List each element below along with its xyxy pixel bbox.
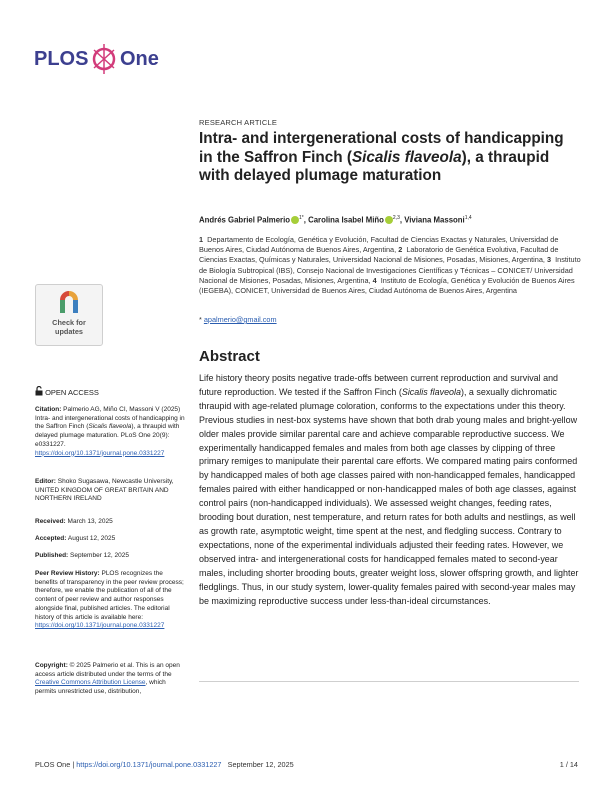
check-updates-line1: Check for (52, 318, 86, 327)
peer-review-label: Peer Review History: (35, 570, 100, 577)
journal-name: One (120, 48, 159, 70)
received (35, 518, 185, 527)
affil-num: 1 (199, 235, 204, 244)
accepted-date: August 12, 2025 (67, 535, 116, 542)
title-part2: ), a thraupid with delayed plumage maturation (199, 148, 550, 184)
copyright (35, 662, 185, 697)
accepted-label: Accepted: (35, 535, 67, 542)
abstract-s2: ), a sexually dichromatic thraupid with age-related plumage coloration, conforms to the expectations under this theory. Previous studies in nest-box systems have shown that both drab young males and bright-yellow older males provide similar parental care and achieve comparable reproductive success. We experimentally handicapped females and males from both age classes by clipping of three primary remiges to manipulate their parental care efforts. We compared mating pairs conformed by handicapped males of both age classes paired with non-handicapped females, handicapped females paired with either handicapped or non-handicapped males of both age classes, against control pairs (non-handicapped individuals). We assessed weight changes, feeding rates, brooding bout duration, nest temperature, and return rates for both adults and nestlings, as well as growth rate, asymptotic weight, time spent at the nest, and fledgling success. Contrary to expectations, none of the experimental individuals adjusted their feeding rates. However, we observed intra- and intergenerational costs for handicapped females mated to second-year males, including shorter brooding bouts, greater weight loss, slower offspring growth, and lighter fledglings. Thus, in our study system, lower-quality females paired with second-year males may be maximizing reproductive success under less-than-ideal circumstances. (199, 386, 579, 606)
page-footer: PLOS One | https://doi.org/10.1371/journal.pone.0331227 September 12, 2025 1 / 14 (35, 760, 578, 769)
affil-num: 2 (398, 245, 403, 255)
citation-doi-link[interactable]: https://doi.org/10.1371/journal.pone.0331227 (35, 449, 165, 457)
abstract-body (199, 372, 579, 608)
email-link[interactable]: apalmerio@gmail.com (203, 315, 277, 324)
affiliations (199, 235, 584, 296)
journal-logo (34, 42, 164, 80)
affil-text: Departamento de Ecología, Genética y Evolución, Facultad de Ciencias Exactas y Naturales, Universidad de Buenos Aires, Ciudad Autónoma de Buenos Aires, Argentina, (199, 235, 559, 255)
footer-date: September 12, 2025 (227, 760, 294, 769)
orcid-icon[interactable] (291, 216, 299, 224)
peer-review (35, 570, 185, 631)
corresponding-email (199, 315, 277, 324)
author-name[interactable]: Carolina Isabel Miño (308, 215, 384, 225)
open-access (35, 386, 99, 397)
copyright-tail: , which permits unrestricted use, distribution, (35, 679, 166, 696)
affil-num: 3 (546, 255, 552, 265)
peer-review-text: PLOS recognizes the benefits of transparency in the peer review process; therefore, we enable the publication of all of the content of peer review and author responses alongside final, published articles. The editorial history of this article is available here: (35, 570, 184, 621)
author-affil: 1* (299, 215, 304, 221)
plos-logo-icon (90, 42, 118, 76)
article-type: RESEARCH ARTICLE (199, 118, 278, 127)
journal-brand: PLOS (34, 48, 89, 70)
accepted (35, 535, 185, 544)
abstract-species: Sicalis flaveola (401, 386, 461, 397)
affil-num: 4 (372, 275, 377, 285)
page-number: 1 / 14 (559, 760, 578, 769)
footer-journal: PLOS One (35, 760, 71, 769)
footer-doi-link[interactable]: https://doi.org/10.1371/journal.pone.0331227 (76, 760, 222, 769)
title-part1: Intra- and intergenerational costs of handicapping in the Saffron Finch ( (199, 130, 564, 166)
author-name[interactable]: Andrés Gabriel Palmerio (199, 215, 290, 225)
copyright-label: Copyright: (35, 662, 68, 669)
check-for-updates-badge[interactable] (35, 284, 103, 346)
citation-label: Citation: (35, 406, 62, 413)
editor (35, 478, 185, 504)
article-title (199, 130, 579, 186)
citation (35, 406, 185, 458)
author-name[interactable]: Viviana Massoni (404, 215, 465, 225)
corresponding-mark: * (199, 315, 202, 324)
affil-text: Instituto de Biología Subtropical (IBS), Consejo Nacional de Investigaciones Científicas y Técnicas – CONICET/ Universidad Nacional de Misiones, Posadas, Misiones, Argentina, (199, 255, 581, 285)
license-link[interactable]: Creative Commons Attribution License (35, 679, 146, 687)
author-affil: 1,4 (464, 215, 472, 221)
copyright-text: © 2025 Palmerio et al. This is an open access article distributed under the terms of the (35, 662, 180, 678)
editor-label: Editor: (35, 478, 56, 485)
check-updates-icon (58, 289, 80, 315)
author-affil: 2,3 (392, 215, 400, 221)
check-updates-line2: updates (55, 327, 83, 336)
abstract-s1: Life history theory posits negative trade-offs between current reproduction and survival and future reproduction. We tested if the Saffron Finch ( (199, 373, 559, 397)
affil-text: Laboratorio de Genética Evolutiva, Facultad de Ciencias Exactas, Químicas y Naturales, Universidad Nacional de Misiones, Posadas, Misiones, Argentina, (199, 245, 559, 265)
title-species: Sicalis flaveola (351, 148, 462, 166)
published-label: Published: (35, 552, 69, 559)
citation-species: Sicalis flaveola (88, 423, 132, 431)
affil-text: Instituto de Ecología, Genética y Evolución de Buenos Aires (IEGEBA), CONICET, Universidad de Buenos Aires, Ciudad Autónoma de Buenos Aires, Argentina (199, 275, 575, 296)
orcid-icon[interactable] (385, 216, 393, 224)
published-date: September 12, 2025 (70, 552, 129, 559)
received-date: March 13, 2025 (67, 518, 113, 525)
citation-pre: Palmerio AG, Miño CI, Massoni V (2025) Intra- and intergenerational costs of handicapping in the Saffron Finch ( (35, 406, 185, 431)
open-lock-icon (35, 386, 43, 396)
citation-post: ), a thraupid with delayed plumage maturation. PLoS One 20(9): e0331227. (35, 423, 180, 448)
peer-review-link[interactable]: https://doi.org/10.1371/journal.pone.0331227 (35, 622, 165, 630)
author-list: Andrés Gabriel Palmerio $^{1*}$, Carolina Isabel Miño $^{2,3}$, Viviana Massoni$^{1,4}$ (199, 215, 472, 225)
published (35, 552, 185, 561)
abstract-divider (199, 681, 579, 682)
editor-text: Shoko Sugasawa, Newcastle University, UNITED KINGDOM OF GREAT BRITAIN AND NORTHERN IRELAND (35, 478, 174, 503)
abstract-heading: Abstract (199, 348, 260, 365)
open-access-label: OPEN ACCESS (45, 388, 99, 397)
received-label: Received: (35, 518, 66, 525)
